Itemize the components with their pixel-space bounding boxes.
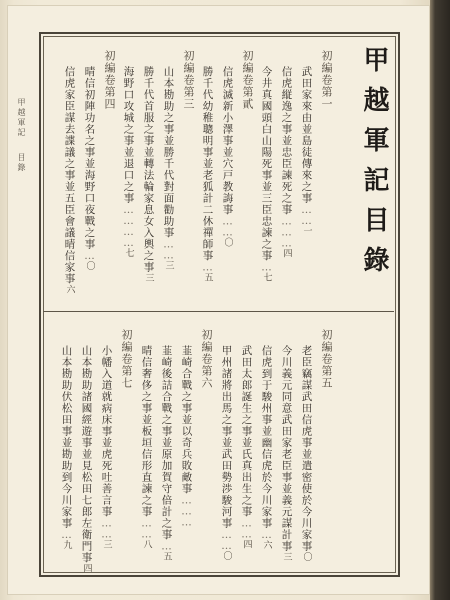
- toc-entry-leader: …: [201, 261, 214, 273]
- toc-entry-leader: …: [260, 529, 273, 540]
- toc-entry-leader: ……: [140, 517, 153, 540]
- toc-entry-page: 九: [61, 540, 72, 550]
- toc-entry: [221, 345, 232, 561]
- toc-entry-leader: ……: [221, 215, 234, 238]
- toc-entry: [123, 66, 134, 258]
- toc-entry-text: 海野口攻城之事並退口之事: [122, 66, 135, 204]
- toc-entry: [101, 345, 112, 550]
- toc-entry: [81, 345, 92, 574]
- margin-book-title: 甲越軍記: [17, 98, 26, 138]
- toc-entry-leader: …: [83, 250, 96, 261]
- toc-entry-page: 〇: [301, 552, 312, 562]
- toc-entry-page: 〇: [222, 237, 233, 248]
- toc-entry: [261, 345, 272, 550]
- toc-entry-text: 武田太郎誕生之事並氏真出生之事: [240, 345, 253, 518]
- toc-entry-text: 老臣竊謀武田信虎事並遣密使於今川家事: [300, 345, 313, 552]
- toc-entry-page: 一: [301, 226, 312, 236]
- toc-entry-leader: …: [160, 540, 173, 552]
- section-heading-5: 初編卷第五: [320, 329, 333, 389]
- section-heading-4: 初編卷第四: [103, 50, 116, 110]
- page-sheet: [8, 6, 429, 594]
- toc-entry-leader: ……: [100, 517, 113, 540]
- toc-entry-page: 六: [261, 540, 272, 550]
- toc-entry-text: 韮崎合戰之事並以奇兵敗敵事: [180, 345, 193, 495]
- page-margin-label: [16, 98, 27, 183]
- half-divider: [43, 311, 394, 312]
- toc-entry-leader: ……: [300, 204, 313, 226]
- toc-entry-page: 七: [261, 272, 272, 283]
- toc-entry-page: 六: [64, 284, 75, 295]
- toc-entry-text: 晴信初陣功名之事並海野口夜戰之事: [83, 66, 96, 250]
- toc-entry-page: 〇: [84, 261, 95, 271]
- toc-entry-page: 三: [101, 539, 112, 550]
- toc-entry: [202, 66, 213, 283]
- toc-entry: [64, 66, 75, 295]
- toc-entry: [163, 66, 174, 271]
- toc-entry-text: 信虎縦逸之事並忠臣諫死之事: [280, 66, 293, 216]
- toc-entry-page: 五: [202, 272, 213, 283]
- toc-entry-leader: ……: [220, 529, 233, 551]
- toc-entry-page: 〇: [221, 551, 232, 561]
- toc-entry-leader: ……: [240, 517, 253, 540]
- toc-entry-page: 七: [123, 248, 134, 258]
- toc-entry-text: 今川義元同意武田家老臣事並義元謀計事: [280, 345, 293, 552]
- section-heading-2: 初編卷第貳: [241, 50, 254, 110]
- toc-entry-text: 山本勘助伏松田事並勘助到今川家事: [60, 345, 73, 529]
- toc-entry-text: 信虎家臣謀去諜議之事並五臣會議晴信家事: [63, 66, 76, 285]
- toc-entry-text: 勝千代幼稚聰明事並老狐計二休禪師事: [201, 66, 214, 262]
- toc-entry: [181, 345, 192, 528]
- toc-entry-page: 五: [161, 551, 172, 562]
- section-heading-7: 初編卷第七: [120, 329, 133, 389]
- toc-entry-text: 今井真國頭白山陽死事並三臣忠諫之事: [260, 66, 273, 262]
- toc-entry-leader: ………: [280, 215, 293, 249]
- toc-entry-text: 晴信奢侈之事並板垣信形直諫之事: [140, 345, 153, 518]
- toc-entry: [84, 66, 95, 271]
- toc-entry-page: 八: [141, 539, 152, 550]
- toc-entry: [241, 345, 252, 550]
- toc-entry-leader: ……: [162, 238, 175, 261]
- toc-entry-page: 四: [241, 539, 252, 550]
- toc-entry-leader: ………: [180, 494, 193, 528]
- toc-entry-page: 三: [163, 260, 174, 271]
- toc-entry-text: 山本勘助諸國經遊事並見松田七郎左衛門事: [80, 345, 93, 564]
- toc-entry: [161, 345, 172, 562]
- toc-entry-leader: …………: [122, 204, 135, 248]
- toc-entry: [261, 66, 272, 283]
- toc-entry-text: 小幡入道就病床事並虎死吐善言事: [100, 345, 113, 518]
- toc-entry-text: 武田家來由並島徒傳來之事: [300, 66, 313, 204]
- margin-section-title: 目錄: [17, 152, 26, 173]
- toc-entry: [61, 345, 72, 550]
- toc-entry-page: 三: [143, 273, 154, 283]
- toc-entry: [301, 66, 312, 236]
- toc-entry-leader: …: [260, 261, 273, 273]
- toc-entry: [143, 66, 154, 283]
- toc-entry-page: 三: [281, 552, 292, 562]
- toc-entry: [301, 345, 312, 562]
- toc-entry-text: 山本勘助之事並勝千代對面勸助事: [162, 66, 175, 239]
- toc-entry-text: 信虎滅新小澤事並穴戸教誨事: [221, 66, 234, 216]
- toc-entry-page: 四: [81, 563, 92, 574]
- toc-entry: [281, 66, 292, 259]
- toc-entry-text: 勝千代首服之事並轉法輪家息女入輿之事: [142, 66, 155, 273]
- toc-entry-text: 甲州諸將出馬之事並武田勢渉駿河事: [220, 345, 233, 529]
- section-heading-3: 初編卷第三: [182, 50, 195, 110]
- toc-entry-page: 四: [281, 248, 292, 259]
- toc-entry-leader: …: [60, 529, 73, 540]
- book-edge-shadow: [430, 0, 450, 600]
- section-heading-6: 初編卷第六: [200, 329, 213, 389]
- toc-entry: [141, 345, 152, 550]
- toc-entry: [281, 345, 292, 562]
- toc-entry-text: 信虎到于駿州事並幽信虎於今川家事: [260, 345, 273, 529]
- page-title: 甲越軍記目錄: [359, 46, 389, 286]
- toc-entry: [222, 66, 233, 248]
- section-heading-1: 初編卷第一: [320, 50, 333, 110]
- toc-entry-text: 韮崎後詰合戰之事並原加賀守倍計之事: [160, 345, 173, 541]
